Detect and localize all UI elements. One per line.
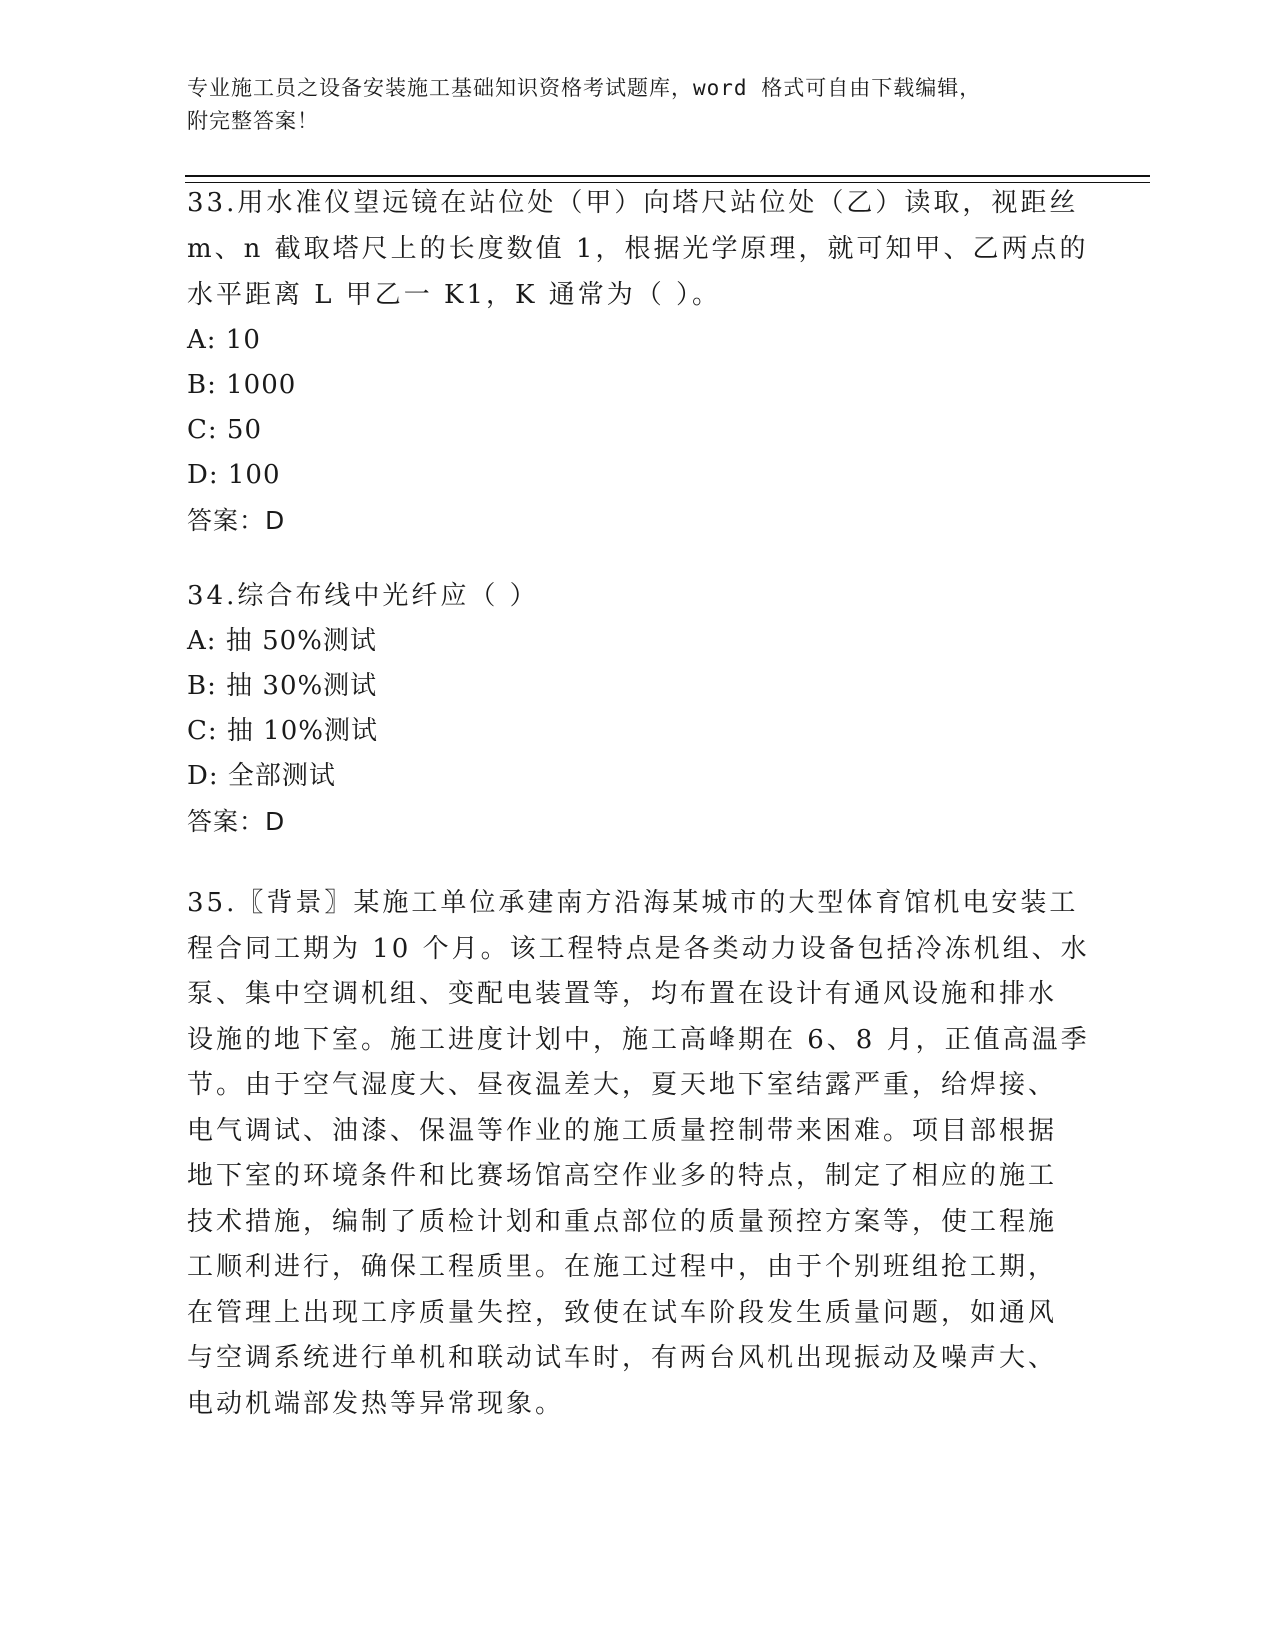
option-c: C: 50: [187, 415, 263, 445]
question-text-line: 电动机端部发热等异常现象。: [187, 1388, 565, 1419]
option-a: A: 抽 50%测试: [187, 626, 377, 656]
question-text-line: 设施的地下室。施工进度计划中，施工高峰期在 6、8 月，正值高温季: [187, 1024, 1090, 1055]
option-a: A: 10: [187, 325, 261, 355]
option-d: D: 全部测试: [187, 761, 336, 791]
question-text-line: 工顺利进行，确保工程质里。在施工过程中，由于个别班组抢工期，: [187, 1252, 1058, 1282]
option-c: C: 抽 10%测试: [187, 716, 378, 746]
question-text-line: 水平距离 L 甲乙一 K1，K 通常为（ ）。: [187, 280, 721, 310]
answer: 答案：D: [187, 506, 286, 535]
question-text-line: m、n 截取塔尺上的长度数值 1，根据光学原理，就可知甲、乙两点的: [187, 234, 1089, 264]
header-line-1: 专业施工员之设备安装施工基础知识资格考试题库，word 格式可自由下载编辑，: [187, 76, 982, 100]
option-b: B: 1000: [187, 370, 297, 400]
question-35: [187, 881, 1090, 1427]
question-35-text: [187, 881, 1090, 1427]
document-header: [187, 72, 1067, 138]
question-33: [187, 180, 1087, 543]
option-b: B: 抽 30%测试: [187, 671, 378, 701]
question-text-line: 35.〖背景〗某施工单位承建南方沿海某城市的大型体育馆机电安装工: [187, 888, 1079, 918]
option-d: D: 100: [187, 460, 281, 490]
question-text-line: 节。由于空气湿度大、昼夜温差大，夏天地下室结露严重，给焊接、: [187, 1070, 1058, 1100]
question-text-line: 程合同工期为 10 个月。该工程特点是各类动力设备包括冷冻机组、水: [187, 933, 1090, 964]
question-text-line: 34.综合布线中光纤应（ ）: [187, 581, 539, 611]
question-34: [187, 573, 1087, 844]
question-34-text: [187, 573, 1087, 619]
answer: 答案：D: [187, 807, 286, 836]
question-text-line: 技术措施，编制了质检计划和重点部位的质量预控方案等，使工程施: [187, 1206, 1058, 1237]
question-text-line: 泵、集中空调机组、变配电装置等，均布置在设计有通风设施和排水: [187, 979, 1058, 1009]
question-text-line: 33.用水准仪望远镜在站位处（甲）向塔尺站位处（乙）读取，视距丝: [187, 188, 1079, 218]
header-line-2: 附完整答案！: [187, 109, 319, 133]
question-33-text: [187, 180, 1087, 318]
question-text-line: 地下室的环境条件和比赛场馆高空作业多的特点，制定了相应的施工: [187, 1161, 1058, 1191]
header-divider-thick: [185, 175, 1150, 177]
question-text-line: 与空调系统进行单机和联动试车时，有两台风机出现振动及噪声大、: [187, 1343, 1058, 1373]
question-text-line: 电气调试、油漆、保温等作业的施工质量控制带来困难。项目部根据: [187, 1115, 1058, 1146]
question-text-line: 在管理上出现工序质量失控，致使在试车阶段发生质量问题，如通风: [187, 1297, 1058, 1328]
